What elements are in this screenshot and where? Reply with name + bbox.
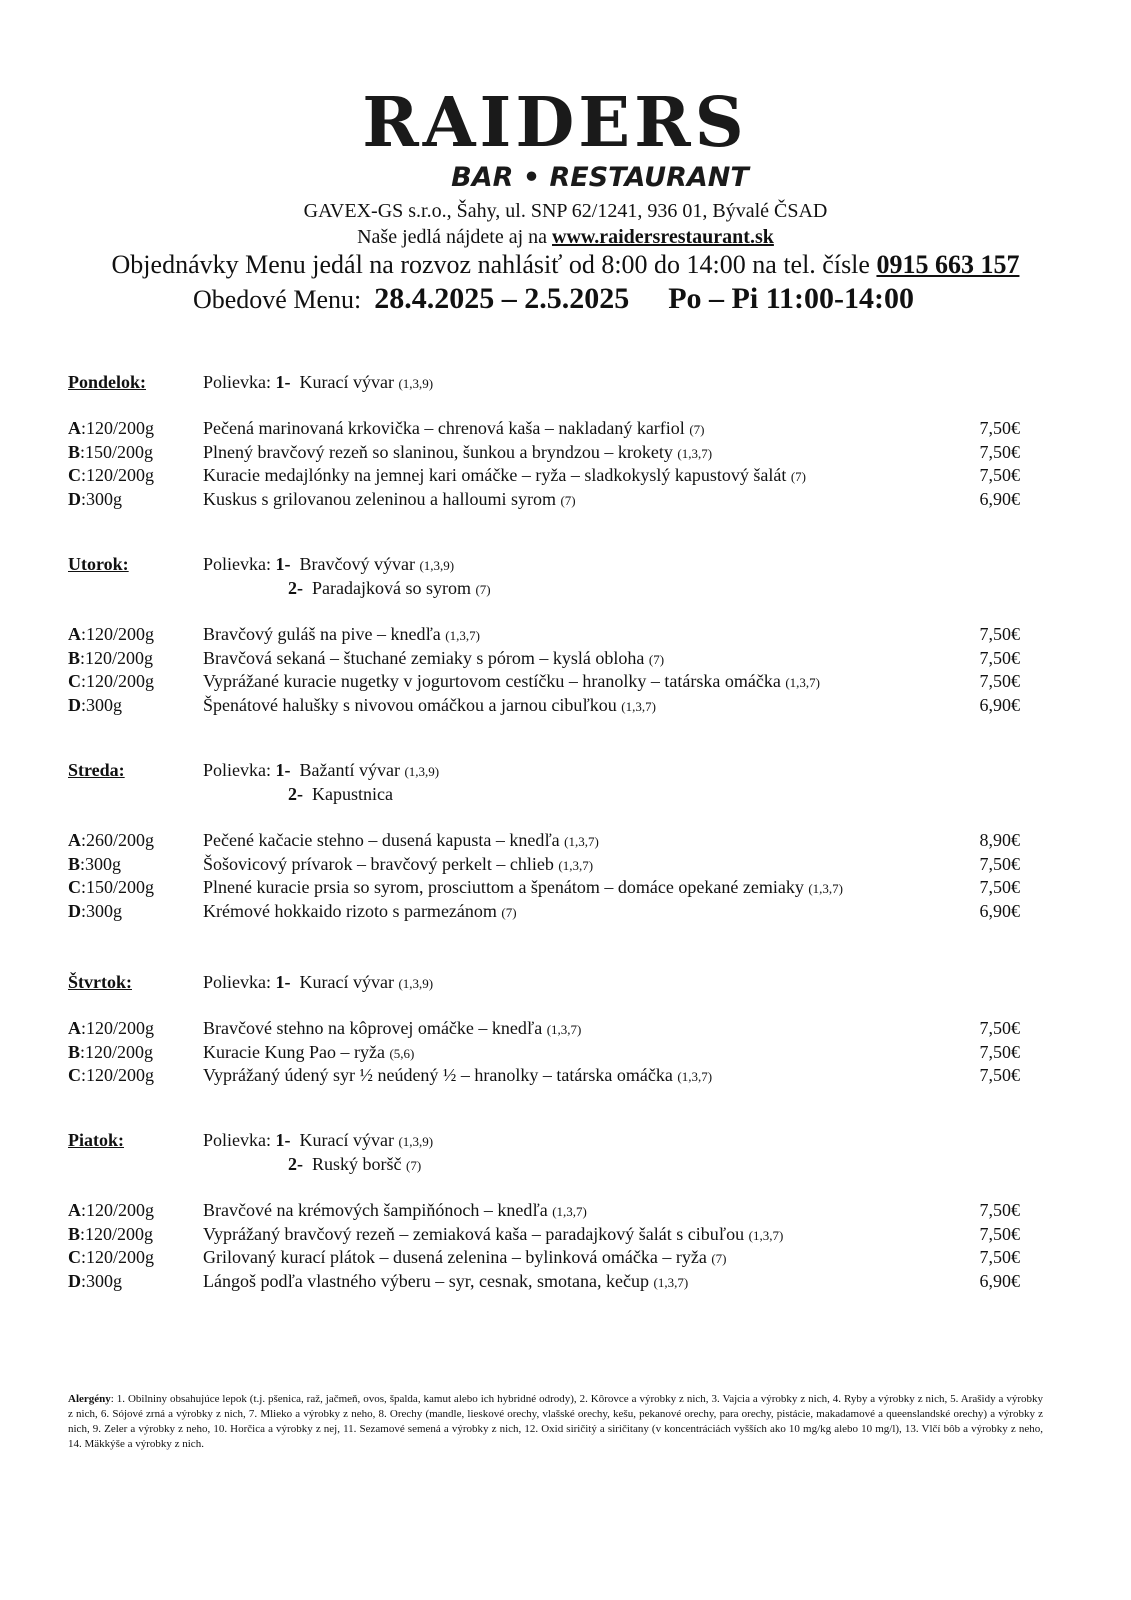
item-dish bbox=[203, 1200, 587, 1221]
soup-allergens: (1,3,9) bbox=[398, 1134, 434, 1149]
raiders-logo bbox=[355, 88, 755, 198]
item-name: Kuracie Kung Pao – ryža bbox=[203, 1041, 385, 1062]
order-prefix: Objednávky Menu jedál na rozvoz nahlásiť od 8:00 do 14:00 na tel. čísle bbox=[111, 250, 877, 279]
item-name: Bravčové stehno na kôprovej omáčke – knedľa bbox=[203, 1018, 543, 1038]
item-letter: B bbox=[68, 441, 81, 462]
item-name: Špenátové halušky s nivovou omáčkou a jarnou cibuľkou bbox=[203, 694, 617, 715]
item-weight: :260/200g bbox=[81, 830, 155, 850]
item-code bbox=[68, 1042, 153, 1063]
soup-allergens: (7) bbox=[406, 1158, 422, 1173]
soup-line bbox=[203, 972, 433, 993]
item-price: 6,90€ bbox=[979, 1270, 1020, 1291]
website-line bbox=[0, 226, 1131, 249]
item-name: Bravčová sekaná – štuchané zemiaky s pórom – kyslá obloha bbox=[203, 647, 645, 668]
soup-name: Kurací vývar bbox=[299, 372, 394, 392]
soup-line bbox=[203, 372, 433, 393]
soup-number: 1- bbox=[275, 760, 291, 780]
item-price: 6,90€ bbox=[979, 694, 1020, 715]
item-code bbox=[68, 877, 154, 898]
item-code bbox=[68, 442, 153, 463]
item-weight: :150/200g bbox=[80, 441, 154, 462]
day-name: Pondelok: bbox=[68, 372, 147, 392]
item-code bbox=[68, 1065, 154, 1086]
menu-item-row bbox=[68, 1271, 1048, 1295]
soup-label: Polievka: bbox=[203, 972, 271, 992]
menu-item-row bbox=[68, 1042, 1048, 1066]
item-dish bbox=[203, 1224, 783, 1245]
menu-item-row bbox=[68, 877, 1048, 901]
item-dish bbox=[203, 877, 843, 898]
item-name: Bravčový guláš na pive – knedľa bbox=[203, 624, 441, 644]
item-code bbox=[68, 1224, 153, 1245]
menu-dates: 28.4.2025 – 2.5.2025 bbox=[374, 282, 630, 315]
item-dish bbox=[203, 1018, 581, 1039]
item-price: 7,50€ bbox=[979, 853, 1020, 874]
item-letter: A bbox=[68, 830, 81, 850]
soup-allergens: (1,3,9) bbox=[398, 976, 434, 991]
item-weight: :300g bbox=[80, 853, 122, 874]
menu-item-row bbox=[68, 1247, 1048, 1271]
item-weight: :150/200g bbox=[81, 877, 155, 897]
item-allergens: (1,3,7) bbox=[748, 1227, 784, 1243]
menu-item-row bbox=[68, 648, 1048, 672]
item-letter: A bbox=[68, 624, 81, 644]
item-allergens: (1,3,7) bbox=[808, 881, 843, 896]
logo-sub-text: BAR • RESTAURANT bbox=[451, 162, 749, 193]
item-price: 6,90€ bbox=[979, 488, 1020, 509]
menu-item-row bbox=[68, 830, 1048, 854]
menu-period bbox=[0, 282, 1119, 316]
allergens-label: Alergény bbox=[68, 1393, 111, 1405]
item-dish bbox=[203, 1247, 727, 1268]
item-allergens: (7) bbox=[689, 422, 705, 437]
item-price: 7,50€ bbox=[979, 441, 1020, 462]
item-dish bbox=[203, 624, 480, 645]
item-letter: C bbox=[68, 1065, 81, 1085]
item-weight: :300g bbox=[81, 694, 123, 715]
menu-item-row bbox=[68, 854, 1048, 878]
soup-line bbox=[203, 760, 439, 781]
item-price: 7,50€ bbox=[979, 465, 1020, 485]
item-price: 7,50€ bbox=[979, 1018, 1020, 1038]
item-price: 7,50€ bbox=[979, 1041, 1020, 1062]
menu-item-row bbox=[68, 1065, 1048, 1089]
day-name: Utorok: bbox=[68, 554, 129, 574]
item-letter: D bbox=[68, 694, 81, 715]
item-weight: :120/200g bbox=[81, 1200, 155, 1220]
item-allergens: (7) bbox=[711, 1251, 727, 1266]
item-price: 7,50€ bbox=[979, 1065, 1020, 1085]
company-address: GAVEX-GS s.r.o., Šahy, ul. SNP 62/1241, 936 01, Bývalé ČSAD bbox=[303, 200, 828, 222]
item-letter: C bbox=[68, 1247, 81, 1267]
logo-main-text: RAIDERS bbox=[362, 88, 748, 163]
menu-item-row bbox=[68, 489, 1048, 513]
item-price: 7,50€ bbox=[979, 1247, 1020, 1267]
item-allergens: (5,6) bbox=[389, 1045, 415, 1061]
soup-name: Kurací vývar bbox=[299, 1130, 394, 1150]
item-name: Plnený bravčový rezeň so slaninou, šunkou a bryndzou – krokety bbox=[203, 441, 673, 462]
soup-name: Bravčový vývar bbox=[299, 554, 415, 574]
item-allergens: (1,3,7) bbox=[653, 1274, 689, 1290]
soup-allergens: (7) bbox=[475, 582, 491, 597]
soup-number: 2- bbox=[288, 784, 303, 804]
item-code bbox=[68, 671, 154, 692]
item-name: Pečené kačacie stehno – dusená kapusta – knedľa bbox=[203, 830, 560, 850]
item-allergens: (1,3,7) bbox=[785, 675, 820, 690]
item-name: Pečená marinovaná krkovička – chrenová kaša – nakladaný karfiol bbox=[203, 418, 685, 438]
soup-name: Bažantí vývar bbox=[299, 760, 400, 780]
soup-allergens: (1,3,9) bbox=[398, 376, 434, 391]
menu-item-row bbox=[68, 1018, 1048, 1042]
soup-line bbox=[203, 554, 454, 575]
day-name: Streda: bbox=[68, 760, 125, 780]
item-weight: :120/200g bbox=[81, 418, 155, 438]
website-prefix: Naše jedlá nájdete aj na bbox=[357, 226, 553, 248]
item-allergens: (7) bbox=[790, 469, 806, 484]
soup-name: Kapustnica bbox=[312, 784, 393, 804]
item-letter: A bbox=[68, 1018, 81, 1038]
item-letter: C bbox=[68, 877, 81, 897]
soup-number: 1- bbox=[275, 1130, 291, 1150]
item-allergens: (7) bbox=[560, 492, 576, 508]
menu-item-row bbox=[68, 418, 1048, 442]
order-line bbox=[0, 250, 1131, 280]
item-code bbox=[68, 854, 121, 875]
soup-number: 2- bbox=[288, 578, 303, 598]
item-name: Vyprážané kuracie nugetky v jogurtovom cestíčku – hranolky – tatárska omáčka bbox=[203, 671, 781, 691]
item-dish bbox=[203, 465, 806, 486]
item-dish bbox=[203, 1065, 712, 1086]
item-allergens: (1,3,7) bbox=[546, 1022, 582, 1037]
menu-label: Obedové Menu: bbox=[192, 285, 362, 314]
item-code bbox=[68, 1247, 154, 1268]
item-weight: :120/200g bbox=[81, 624, 155, 644]
item-code bbox=[68, 901, 122, 922]
soup-allergens: (1,3,9) bbox=[404, 764, 440, 779]
soup-name: Paradajková so syrom bbox=[312, 578, 471, 598]
item-code bbox=[68, 648, 153, 669]
item-dish bbox=[203, 1271, 688, 1292]
item-weight: :120/200g bbox=[81, 671, 155, 691]
item-allergens: (1,3,7) bbox=[621, 698, 656, 714]
item-dish bbox=[203, 648, 664, 669]
item-letter: C bbox=[68, 671, 81, 691]
item-letter: D bbox=[68, 1270, 81, 1291]
soup-label: Polievka: bbox=[203, 1130, 271, 1150]
item-dish bbox=[203, 830, 599, 851]
item-allergens: (7) bbox=[648, 651, 665, 667]
item-code bbox=[68, 1018, 154, 1039]
item-letter: D bbox=[68, 900, 81, 921]
item-weight: :300g bbox=[81, 488, 123, 509]
item-code bbox=[68, 1271, 122, 1292]
menu-item-row bbox=[68, 901, 1048, 925]
item-letter: B bbox=[68, 853, 81, 874]
item-allergens: (1,3,7) bbox=[552, 1204, 587, 1219]
item-price: 8,90€ bbox=[979, 830, 1020, 850]
soup-label: Polievka: bbox=[203, 372, 271, 392]
item-code bbox=[68, 418, 154, 439]
item-name: Krémové hokkaido rizoto s parmezánom bbox=[203, 900, 497, 921]
item-weight: :120/200g bbox=[80, 1223, 154, 1244]
item-dish bbox=[203, 671, 820, 692]
item-dish bbox=[203, 1042, 414, 1063]
soup-number: 1- bbox=[275, 972, 291, 992]
item-weight: :120/200g bbox=[81, 1018, 155, 1038]
item-letter: B bbox=[68, 1223, 81, 1244]
item-letter: B bbox=[68, 647, 81, 668]
item-allergens: (1,3,7) bbox=[677, 445, 713, 461]
soup-allergens: (1,3,9) bbox=[419, 558, 455, 573]
item-price: 7,50€ bbox=[979, 418, 1020, 438]
soup-line bbox=[203, 1130, 433, 1151]
item-allergens: (1,3,7) bbox=[564, 834, 599, 849]
item-letter: C bbox=[68, 465, 81, 485]
item-letter: D bbox=[68, 488, 81, 509]
soup-label: Polievka: bbox=[203, 554, 271, 574]
soup-name: Kurací vývar bbox=[299, 972, 394, 992]
menu-item-row bbox=[68, 465, 1048, 489]
phone-number[interactable]: 0915 663 157 bbox=[876, 250, 1020, 279]
item-code bbox=[68, 465, 154, 486]
item-allergens: (1,3,7) bbox=[445, 628, 480, 643]
item-allergens: (1,3,7) bbox=[677, 1069, 713, 1084]
item-name: Kuracie medajlónky na jemnej kari omáčke – ryža – sladkokyslý kapustový šalát bbox=[203, 465, 787, 485]
item-weight: :300g bbox=[81, 900, 123, 921]
item-name: Grilovaný kurací plátok – dusená zelenina – bylinková omáčka – ryža bbox=[203, 1247, 707, 1267]
item-allergens: (1,3,7) bbox=[558, 857, 594, 873]
item-name: Plnené kuracie prsia so syrom, prosciuttom a špenátom – domáce opekané zemiaky bbox=[203, 877, 804, 897]
menu-item-row bbox=[68, 695, 1048, 719]
item-dish bbox=[203, 489, 576, 510]
soup-name: Ruský boršč bbox=[312, 1154, 402, 1174]
item-price: 7,50€ bbox=[979, 671, 1020, 691]
item-name: Bravčové na krémových šampiňónoch – knedľa bbox=[203, 1200, 548, 1220]
item-letter: A bbox=[68, 1200, 81, 1220]
item-letter: B bbox=[68, 1041, 81, 1062]
menu-item-row bbox=[68, 442, 1048, 466]
item-letter: A bbox=[68, 418, 81, 438]
item-weight: :120/200g bbox=[81, 1247, 155, 1267]
item-weight: :300g bbox=[81, 1270, 123, 1291]
item-code bbox=[68, 624, 154, 645]
website-link[interactable]: www.raidersrestaurant.sk bbox=[552, 226, 774, 248]
item-code bbox=[68, 695, 122, 716]
soup-number: 2- bbox=[288, 1154, 303, 1174]
item-price: 7,50€ bbox=[979, 647, 1020, 668]
item-dish bbox=[203, 901, 517, 922]
item-code bbox=[68, 1200, 154, 1221]
menu-hours: Po – Pi 11:00-14:00 bbox=[668, 282, 915, 315]
item-name: Kuskus s grilovanou zeleninou a halloumi syrom bbox=[203, 488, 556, 509]
day-name: Piatok: bbox=[68, 1130, 124, 1150]
item-weight: :120/200g bbox=[80, 1041, 154, 1062]
item-price: 7,50€ bbox=[979, 1200, 1020, 1220]
menu-item-row bbox=[68, 671, 1048, 695]
allergens-footer bbox=[68, 1392, 1043, 1452]
item-code bbox=[68, 830, 154, 851]
item-dish bbox=[203, 854, 593, 875]
item-price: 6,90€ bbox=[979, 900, 1020, 921]
soup-number: 1- bbox=[275, 372, 291, 392]
item-dish bbox=[203, 695, 656, 716]
item-dish bbox=[203, 442, 712, 463]
menu-item-row bbox=[68, 1224, 1048, 1248]
item-dish bbox=[203, 418, 704, 439]
item-name: Lángoš podľa vlastného výberu – syr, cesnak, smotana, kečup bbox=[203, 1270, 649, 1291]
item-code bbox=[68, 489, 122, 510]
item-name: Vyprážaný údený syr ½ neúdený ½ – hranolky – tatárska omáčka bbox=[203, 1065, 673, 1085]
item-price: 7,50€ bbox=[979, 1223, 1020, 1244]
item-price: 7,50€ bbox=[979, 877, 1020, 897]
day-name: Štvrtok: bbox=[68, 972, 132, 992]
item-name: Vyprážaný bravčový rezeň – zemiaková kaša – paradajkový šalát s cibuľou bbox=[203, 1223, 745, 1244]
soup-label: Polievka: bbox=[203, 760, 271, 780]
allergens-text: : 1. Obilniny obsahujúce lepok (t.j. pšenica, raž, jačmeň, ovos, špalda, kamut alebo ich hybridné odrody), 2. Kôrovce a výrobky z nich, 3. Vajcia a výrobky z nich, 4. Ryby a výrobky z nich, 5. Arašidy a výrobky z nich, 6. Sójové zrná a výrobky z nich, 7. Mlieko a výrobky z neho, 8. Orechy (mandle, lieskové orechy, vlašské orechy, kešu, pekanové orechy, para orechy, pistácie, makadamové a queenslandské orechy) a výrobky z nich, 9. Zeler a výrobky z neho, 10. Horčica a výrobky z nej, 11. Sezamové semená a výrobky z nich, 12. Oxid siričitý a siričitany (v koncentráciách vyšších ako 10 mg/kg alebo 10 mg/l), 13. Vlčí bôb a výrobky z neho, 14. Mäkkýše a výrobky z nich. bbox=[68, 1393, 1043, 1450]
item-allergens: (7) bbox=[501, 904, 517, 920]
menu-item-row bbox=[68, 624, 1048, 648]
item-weight: :120/200g bbox=[81, 465, 155, 485]
menu-item-row bbox=[68, 1200, 1048, 1224]
item-name: Šošovicový prívarok – bravčový perkelt – chlieb bbox=[203, 853, 554, 874]
item-price: 7,50€ bbox=[979, 624, 1020, 644]
item-weight: :120/200g bbox=[81, 1065, 155, 1085]
item-weight: :120/200g bbox=[80, 647, 154, 668]
soup-number: 1- bbox=[275, 554, 291, 574]
